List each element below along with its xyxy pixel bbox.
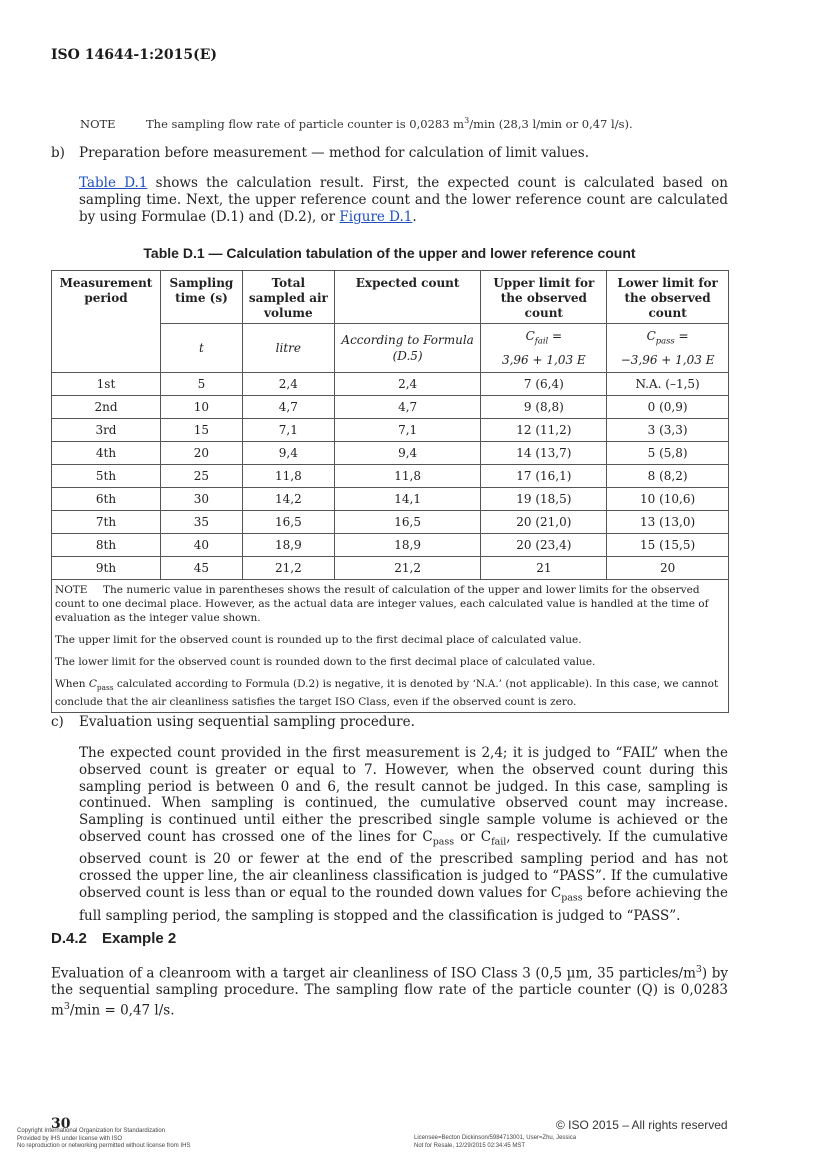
- table-cell: 17 (16,1): [481, 465, 607, 488]
- table-cell: 5: [160, 373, 242, 396]
- list-marker: c): [51, 714, 64, 730]
- paragraph-table-description: Table D.1 shows the calculation result. First, the expected count is calculated based on sampling time. Next, the upper reference count and the lower reference count are calculated by using Formulae (D.1) and (D.2), or Figure D.1.: [79, 175, 729, 225]
- table-note-2: The upper limit for the observed count is rounded up to the first decimal place of calculated value.: [55, 634, 582, 647]
- table-cell: 9,4: [242, 442, 334, 465]
- table-cell: 15: [160, 419, 242, 442]
- table-cell: 15 (15,5): [607, 534, 729, 557]
- table-cell: 5th: [52, 465, 161, 488]
- column-header: Sampling time (s): [160, 271, 242, 324]
- license-footer-left: Copyright International Organization for Standardization Provided by IHS under license with ISO No reproduction or networking permitted without license from IHS: [17, 1128, 191, 1149]
- table-row: [52, 419, 729, 442]
- table-notes: [52, 580, 729, 713]
- table-cell: 8 (8,2): [607, 465, 729, 488]
- table-cell: 21,2: [334, 557, 481, 580]
- table-cell: N.A. (–1,5): [607, 373, 729, 396]
- table-row: [52, 534, 729, 557]
- table-row: [52, 373, 729, 396]
- page-number: 30: [51, 1116, 71, 1132]
- table-cell: 9 (8,8): [481, 396, 607, 419]
- figure-d1-link[interactable]: Figure D.1: [339, 209, 413, 225]
- table-cell: 10 (10,6): [607, 488, 729, 511]
- table-note-1: NOTE The numeric value in parentheses shows the result of calculation of the upper and lower limits for the observed count to one decimal place. However, as the actual data are integer values, each calculated value is handled at the time of evaluation as the integer value shown.: [55, 584, 709, 625]
- table-cell: 14,1: [334, 488, 481, 511]
- list-marker: b): [51, 145, 65, 161]
- table-cell: 16,5: [242, 511, 334, 534]
- table-cell: 10: [160, 396, 242, 419]
- table-cell: 4,7: [242, 396, 334, 419]
- note-label: NOTE: [80, 116, 116, 131]
- unit-cell: litre: [242, 324, 334, 373]
- table-cell: 18,9: [242, 534, 334, 557]
- license-footer-right: Licensee=Becton Dickinson/5984713001, User=Zhu, Jessica Not for Resale, 12/29/2015 02:34:45 MST: [414, 1135, 577, 1149]
- table-cell: 2,4: [334, 373, 481, 396]
- table-cell: 21: [481, 557, 607, 580]
- formula-cell: $C_{pass}$ = −3,96 + 1,03 E: [607, 324, 729, 373]
- table-cell: 7,1: [334, 419, 481, 442]
- table-cell: 9th: [52, 557, 161, 580]
- table-cell: 12 (11,2): [481, 419, 607, 442]
- section-number: D.4.2: [51, 930, 87, 947]
- table-cell: 25: [160, 465, 242, 488]
- table-cell: 2nd: [52, 396, 161, 419]
- column-header: Expected count: [334, 271, 481, 324]
- table-cell: 16,5: [334, 511, 481, 534]
- column-header: Measurement period: [52, 271, 161, 373]
- table-cell: 0 (0,9): [607, 396, 729, 419]
- table-cell: 35: [160, 511, 242, 534]
- table-cell: 9,4: [334, 442, 481, 465]
- table-cell: 8th: [52, 534, 161, 557]
- section-title: Example 2: [102, 930, 177, 947]
- table-row: [52, 557, 729, 580]
- copyright-notice: © ISO 2015 – All rights reserved: [556, 1118, 728, 1132]
- unit-cell: According to Formula (D.5): [334, 324, 481, 373]
- table-row: [52, 396, 729, 419]
- table-cell: 3rd: [52, 419, 161, 442]
- list-item-b: [51, 145, 589, 161]
- table-cell: 20: [607, 557, 729, 580]
- list-item-text: Preparation before measurement — method for calculation of limit values.: [79, 145, 589, 161]
- table-cell: 7,1: [242, 419, 334, 442]
- column-header: Total sampled air volume: [242, 271, 334, 324]
- table-row: [52, 488, 729, 511]
- unit-cell: t: [160, 324, 242, 373]
- table-cell: 13 (13,0): [607, 511, 729, 534]
- list-item-c: [51, 714, 415, 730]
- table-cell: 14 (13,7): [481, 442, 607, 465]
- table-note-4: When $C_{pass}$ calculated according to Formula (D.2) is negative, it is denoted by ‘N.A.’ (not applicable). In this case, we cannot conclude that the air cleanliness satisfies the target ISO Class, even if the observed count is zero.: [55, 678, 719, 709]
- column-header: Upper limit for the observed count: [481, 271, 607, 324]
- table-row: [52, 442, 729, 465]
- table-row: [52, 511, 729, 534]
- paragraph-evaluation: The expected count provided in the first measurement is 2,4; it is judged to “FAIL” when the observed count is greater or equal to 7. However, when the observed count during this sampling period is between 0 and 6, the result cannot be judged. In this case, sampling is continued. When sampling is continued, the cumulative observed count may increase. Sampling is continued until either the prescribed single sample volume is achieved or the observed count has crossed one of the lines for $C_{pass}$ or $C_{fail}$, respectively. If the cumulative observed count is 20 or fewer at the end of the prescribed sampling period and has not crossed the upper line, the air cleanliness classification is judged to “PASS”. If the cumulative observed count is less than or equal to the rounded down values for $C_{pass}$ before achieving the full sampling period, the sampling is stopped and the classification is judged to “PASS”.: [79, 745, 729, 924]
- column-header: Lower limit for the observed count: [607, 271, 729, 324]
- reference-count-table: [51, 270, 729, 713]
- table-cell: 7th: [52, 511, 161, 534]
- table-cell: 30: [160, 488, 242, 511]
- table-cell: 21,2: [242, 557, 334, 580]
- table-cell: 20 (21,0): [481, 511, 607, 534]
- table-d1-link[interactable]: Table D.1: [79, 175, 148, 191]
- document-header: ISO 14644-1:2015(E): [51, 47, 218, 63]
- formula-cell: $C_{fail}$ = 3,96 + 1,03 E: [481, 324, 607, 373]
- table-cell: 40: [160, 534, 242, 557]
- table-cell: 6th: [52, 488, 161, 511]
- table-cell: 5 (5,8): [607, 442, 729, 465]
- table-cell: 4,7: [334, 396, 481, 419]
- table-cell: 11,8: [242, 465, 334, 488]
- table-cell: 7 (6,4): [481, 373, 607, 396]
- list-item-text: Evaluation using sequential sampling procedure.: [79, 714, 415, 730]
- paragraph-example-2: Evaluation of a cleanroom with a target air cleanliness of ISO Class 3 (0,5 µm, 35 particles/$m^3$) by the sequential sampling procedure. The sampling flow rate of the particle counter (Q) is 0,0283 $m^3/\min = 0,47$ l/s.: [51, 964, 729, 1019]
- note-sampling-flow: NOTE The sampling flow rate of particle counter is 0,0283 $m^3/\min$ (28,3 l/min or 0,47 l/s).: [80, 116, 633, 131]
- table-caption: Table D.1 — Calculation tabulation of the upper and lower reference count: [143, 245, 636, 261]
- section-heading: [51, 930, 176, 947]
- table-cell: 3 (3,3): [607, 419, 729, 442]
- table-note-3: The lower limit for the observed count is rounded down to the first decimal place of calculated value.: [55, 656, 596, 669]
- table-cell: 18,9: [334, 534, 481, 557]
- table-cell: 11,8: [334, 465, 481, 488]
- table-cell: 14,2: [242, 488, 334, 511]
- table-cell: 20: [160, 442, 242, 465]
- table-cell: 1st: [52, 373, 161, 396]
- table-cell: 20 (23,4): [481, 534, 607, 557]
- table-cell: 4th: [52, 442, 161, 465]
- table-row: [52, 465, 729, 488]
- table-cell: 45: [160, 557, 242, 580]
- table-cell: 2,4: [242, 373, 334, 396]
- table-cell: 19 (18,5): [481, 488, 607, 511]
